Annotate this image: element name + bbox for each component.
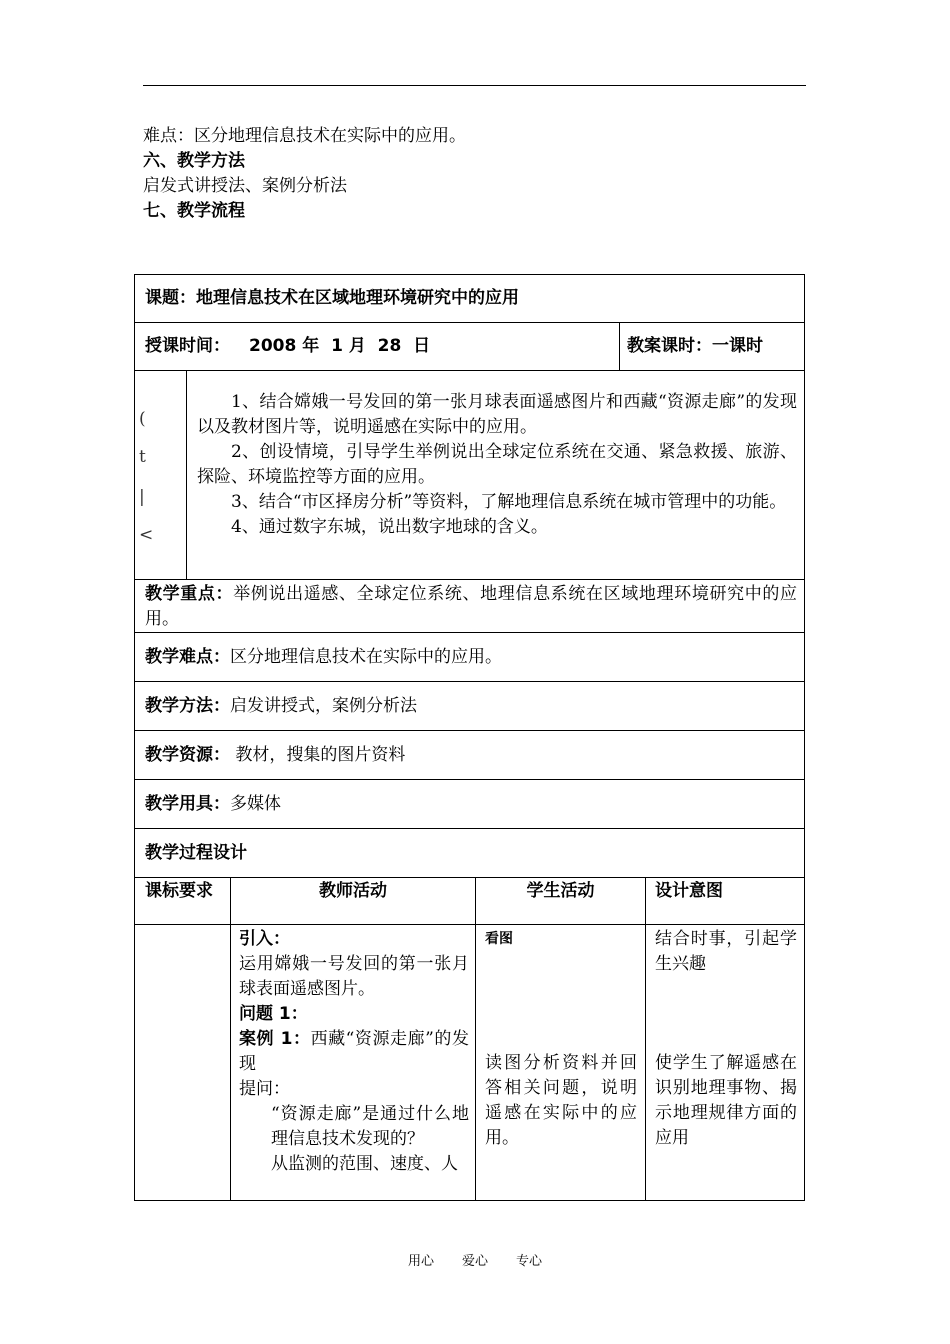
tools-row xyxy=(145,792,281,817)
col-rule xyxy=(230,877,231,1200)
ask-text: “资源走廊”是通过什么地理信息技术发现的？ xyxy=(271,1104,469,1149)
intro-label: 引入： xyxy=(239,929,290,949)
row-rule xyxy=(135,730,804,731)
objective-item: 4、通过数字东城，说出数字地球的含义。 xyxy=(231,517,548,537)
footer-item: 专心 xyxy=(516,1254,543,1269)
header-student: 学生活动 xyxy=(526,881,595,901)
method-text: 启发讲授式，案例分析法 xyxy=(230,696,417,716)
row-rule xyxy=(135,681,804,682)
lesson-hours: 教案课时：一课时 xyxy=(627,336,763,356)
key-label: 教学重点： xyxy=(145,584,234,604)
method-label: 教学方法： xyxy=(145,696,230,716)
row-rule xyxy=(135,322,804,323)
student-look: 看图 xyxy=(485,931,513,947)
difficulty-line: 难点：区分地理信息技术在实际中的应用。 xyxy=(143,126,466,146)
row-rule xyxy=(135,924,804,925)
student-read: 读图分析资料并回答相关问题，说明遥感在实际中的应用。 xyxy=(485,1053,637,1148)
side-glyph: < xyxy=(139,525,154,545)
heading-teaching-methods: 六、教学方法 xyxy=(143,151,245,171)
resources-row xyxy=(145,743,405,768)
footer-item: 用心 xyxy=(407,1254,434,1269)
col-rule xyxy=(186,370,187,579)
row-rule xyxy=(135,828,804,829)
objective-item: 1、结合嫦娥一号发回的第一张月球表面遥感图片和西藏“资源走廊”的发现以及教材图片等，说明遥感在实际中的应用。 xyxy=(197,392,797,437)
intro-section xyxy=(143,124,806,224)
side-glyph: | xyxy=(139,487,145,507)
case-1 xyxy=(239,1027,469,1077)
time-value: 2008 年 1 月 28 日 xyxy=(249,336,431,356)
case1-label: 案例 1： xyxy=(239,1029,311,1049)
time-label: 授课时间： xyxy=(145,336,230,356)
footer-item: 爱心 xyxy=(461,1254,488,1269)
teacher-activity xyxy=(239,927,469,1177)
header-intent: 设计意图 xyxy=(655,881,723,901)
method-row xyxy=(145,694,417,719)
row-rule xyxy=(135,579,804,580)
topic-title: 课题：地理信息技术在区域地理环境研究中的应用 xyxy=(145,288,519,308)
heading-teaching-flow: 七、教学流程 xyxy=(143,201,245,221)
intent-2: 使学生了解遥感在识别地理事物、揭示地理规律方面的应用 xyxy=(655,1053,797,1148)
col-rule xyxy=(619,322,620,370)
tool-text: 多媒体 xyxy=(230,794,281,814)
methods-line: 启发式讲授法、案例分析法 xyxy=(143,176,347,196)
row-rule xyxy=(135,632,804,633)
ask-label: 提问： xyxy=(239,1079,290,1099)
header-teacher: 教师活动 xyxy=(319,881,387,901)
diff-text: 区分地理信息技术在实际中的应用。 xyxy=(230,647,502,667)
res-text: 教材，搜集的图片资料 xyxy=(230,745,406,765)
header-standards: 课标要求 xyxy=(145,881,213,901)
key-points xyxy=(145,582,797,632)
process-title: 教学过程设计 xyxy=(145,843,247,863)
res-label: 教学资源： xyxy=(145,745,230,765)
objective-item: 3、结合“市区择房分析”等资料，了解地理信息系统在城市管理中的功能。 xyxy=(231,492,787,512)
header-rule xyxy=(143,85,806,86)
difficulty-row xyxy=(145,645,502,670)
intro-text: 运用嫦娥一号发回的第一张月球表面遥感图片。 xyxy=(239,954,469,999)
ask-text-2: 从监测的范围、速度、人 xyxy=(271,1154,458,1174)
side-glyph: t xyxy=(139,447,146,467)
page-footer xyxy=(0,1250,950,1269)
side-glyph: ( xyxy=(139,409,146,429)
col-rule xyxy=(475,877,476,1200)
intent-1: 结合时事，引起学生兴趣 xyxy=(655,929,797,974)
question-1: 问题 1： xyxy=(239,1004,308,1024)
key-text: 举例说出遥感、全球定位系统、地理信息系统在区域地理环境研究中的应用。 xyxy=(145,584,798,629)
row-rule xyxy=(135,370,804,371)
objectives-list xyxy=(197,390,797,540)
row-rule xyxy=(135,877,804,878)
diff-label: 教学难点： xyxy=(145,647,230,667)
case1-text: 西藏“资源走廊”的发现 xyxy=(239,1029,469,1074)
lesson-plan-table xyxy=(134,274,805,1201)
row-rule xyxy=(135,779,804,780)
tool-label: 教学用具： xyxy=(145,794,230,814)
objective-item: 2、创设情境，引导学生举例说出全球定位系统在交通、紧急救援、旅游、探险、环境监控等方面的应用。 xyxy=(197,442,797,487)
col-rule xyxy=(645,877,646,1200)
